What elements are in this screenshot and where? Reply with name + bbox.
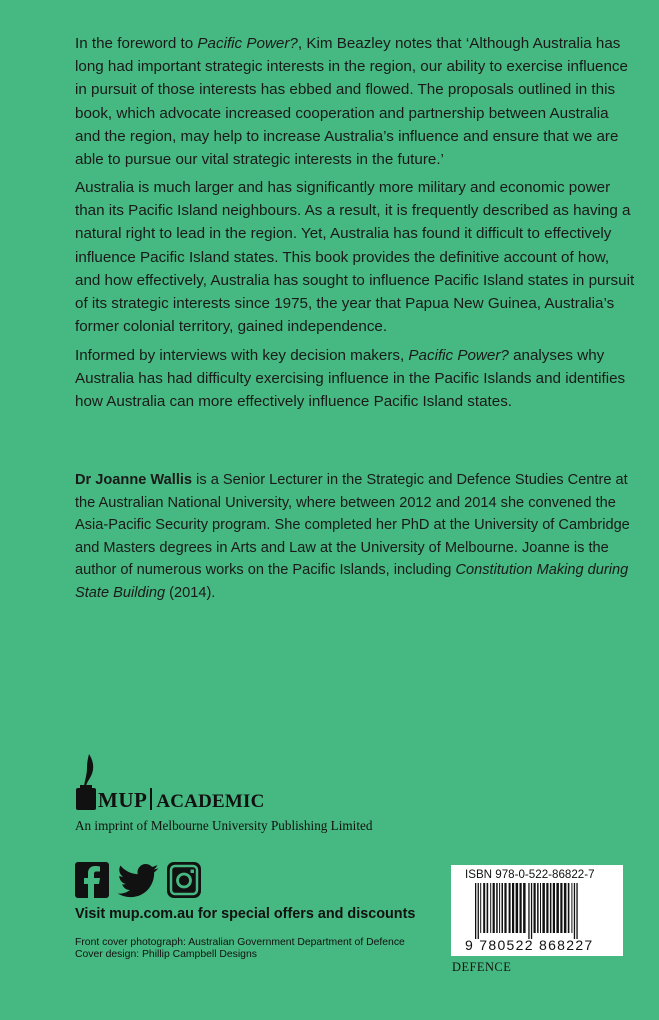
book-title: Pacific Power?	[197, 35, 298, 52]
author-bio	[75, 469, 635, 604]
barcode-bar	[512, 883, 514, 933]
barcode-bar	[537, 883, 539, 933]
publisher-logo	[75, 752, 375, 837]
barcode-bar	[571, 883, 572, 933]
barcode-bar	[502, 883, 504, 933]
barcode-bar	[531, 883, 532, 939]
barcode-bar	[523, 883, 526, 933]
barcode-bar	[556, 883, 559, 933]
bio-text: is a Senior Lecturer in the Strategic and Defence Studies Centre at the Australian National University, where between 2012 and 2014 she convened the Asia-Pacific Security program. She completed her PhD at the University of Cambridge and Masters degrees in Arts and Law at the University of Melbourne. Joanne is the author of numerous works on the Pacific Islands, including	[75, 472, 630, 578]
barcode-bar	[560, 883, 562, 933]
blurb-paragraph-2: Australia is much larger and has significantly more military and economic power than its Pacific Island neighbours. As a result, it is frequently described as having a natural right to lead in the region. Yet, Australia has found it difficult to effectively influence Pacific Island states. This book provides the definitive account of how, and how effectively, Australia has sought to influence Pacific Island states in pursuit of its strategic interests since 1975, the year that Papua New Guinea, Australia’s former colonial territory, gained independence.	[75, 179, 635, 336]
photo-credit: Front cover photograph: Australian Government Department of Defence	[75, 937, 405, 948]
blurb-text: In the foreword to	[75, 35, 198, 52]
barcode-bar	[490, 883, 491, 933]
barcode-bar	[546, 883, 548, 933]
barcode-bars	[451, 883, 623, 939]
barcode-number: 9 780522 868227	[465, 937, 594, 953]
barcode-bar	[568, 883, 570, 933]
barcode-bar	[478, 883, 479, 939]
barcode-bar	[487, 883, 489, 933]
barcode-bar	[516, 883, 519, 933]
author-name: Dr Joanne Wallis	[75, 472, 193, 488]
imprint-line: An imprint of Melbourne University Publishing Limited	[75, 818, 373, 833]
logo-mup: MUP	[98, 788, 148, 812]
barcode-bar	[480, 883, 481, 933]
barcode-bar	[576, 883, 577, 939]
blurb-paragraph-1	[75, 32, 635, 171]
author-book-title: Constitution Making during State Building	[75, 562, 629, 601]
category-label: DEFENCE	[452, 960, 512, 974]
barcode-bar	[534, 883, 536, 933]
barcode-bar	[504, 883, 506, 933]
barcode-bar	[564, 883, 567, 933]
barcode-bar	[493, 883, 495, 933]
barcode-bar	[509, 883, 511, 933]
barcode-bar	[520, 883, 522, 933]
barcode-bar	[553, 883, 555, 933]
visit-website-text: Visit mup.com.au for special offers and discounts	[75, 906, 416, 922]
blurb-paragraph-3	[75, 344, 635, 414]
logo-divider	[150, 788, 152, 810]
blurb-text: analyses why Australia has had difficulty exercising influence in the Pacific Islands and identifies how Australia can more effectively influence Pacific Island states.	[75, 347, 626, 411]
logo-wordmark	[98, 788, 265, 813]
blurb-text: Informed by interviews with key decision makers,	[75, 347, 409, 364]
design-credit: Cover design: Phillip Campbell Designs	[75, 949, 257, 960]
barcode	[451, 865, 623, 956]
barcode-bar	[574, 883, 575, 939]
barcode-bar	[540, 883, 541, 933]
bio-year: (2014).	[165, 584, 216, 601]
isbn-label: ISBN 978-0-522-86822-7	[465, 868, 595, 881]
facebook-icon[interactable]	[75, 862, 109, 898]
book-title: Pacific Power?	[408, 347, 509, 364]
barcode-bar	[483, 883, 485, 933]
cover-credits	[75, 937, 405, 961]
barcode-bar	[542, 883, 545, 933]
barcode-bar	[475, 883, 476, 939]
barcode-bar	[496, 883, 498, 933]
barcode-bar	[499, 883, 500, 933]
blurb-text: , Kim Beazley notes that ‘Although Australia has long had important strategic interests in the region, our ability to exercise influence in pursuit of those interests has ebbed and flowed. The proposals outlined in this book, which advocate increased cooperation and partnership between Australia and the region, may help to increase Australia’s influence and ensure that we are able to pursue our vital strategic interests in the future.’	[75, 35, 628, 169]
logo-academic: ACADEMIC	[156, 791, 265, 812]
instagram-icon[interactable]	[167, 862, 201, 898]
twitter-icon[interactable]	[117, 864, 159, 898]
barcode-bar	[528, 883, 529, 939]
barcode-bar	[550, 883, 552, 933]
quill-ink-icon	[75, 752, 99, 812]
